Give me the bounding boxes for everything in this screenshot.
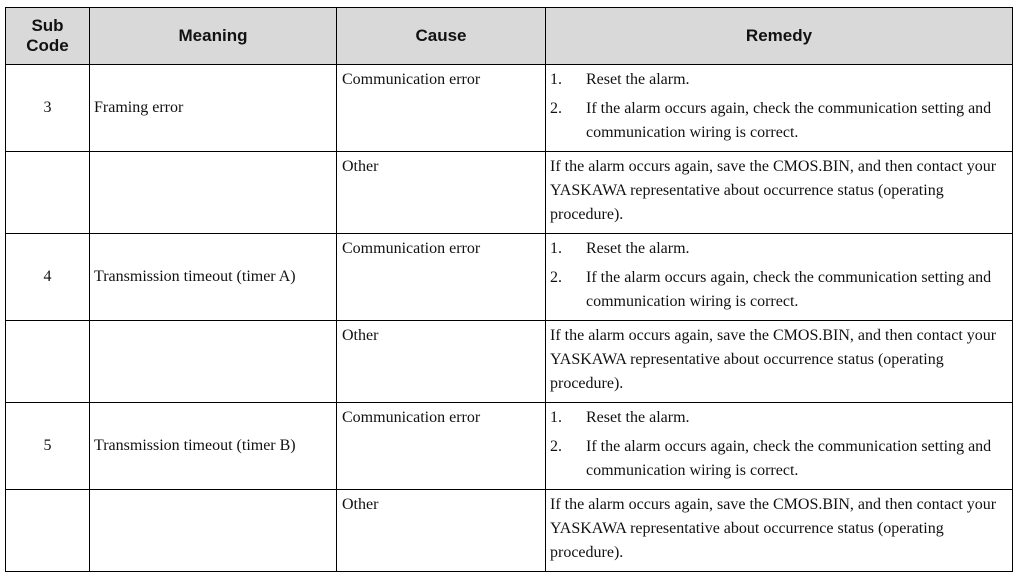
header-sub-code: Sub Code: [6, 8, 90, 65]
table-row: [6, 152, 1013, 234]
remedy-step: [550, 68, 1008, 92]
meaning-cell: [90, 490, 337, 572]
remedy-cell: If the alarm occurs again, save the CMOS.BIN, and then contact your YASKAWA representative about occurrence status (operating procedure).: [546, 321, 1013, 403]
remedy-step: [550, 97, 1008, 145]
header-row: [6, 8, 1013, 65]
sub-code-cell: [6, 321, 90, 403]
step-number: 1.: [550, 240, 562, 257]
cause-cell: Communication error: [337, 234, 546, 321]
sub-code-cell: [6, 490, 90, 572]
remedy-steps: [550, 68, 1008, 145]
step-text: Reset the alarm.: [586, 240, 690, 257]
meaning-cell: [90, 321, 337, 403]
remedy-cell: If the alarm occurs again, save the CMOS.BIN, and then contact your YASKAWA representative about occurrence status (operating procedure).: [546, 152, 1013, 234]
step-number: 2.: [550, 438, 562, 455]
step-text: Reset the alarm.: [586, 71, 690, 88]
sub-code-cell: 4: [6, 234, 90, 321]
meaning-cell: Framing error: [90, 65, 337, 152]
sub-code-cell: 3: [6, 65, 90, 152]
sub-code-cell: [6, 152, 90, 234]
meaning-cell: [90, 152, 337, 234]
header-cause: Cause: [337, 8, 546, 65]
remedy-cell: [546, 65, 1013, 152]
step-text: Reset the alarm.: [586, 409, 690, 426]
remedy-steps: [550, 406, 1008, 483]
remedy-step: [550, 237, 1008, 261]
remedy-step: [550, 435, 1008, 483]
remedy-cell: [546, 403, 1013, 490]
cause-cell: Other: [337, 321, 546, 403]
step-number: 2.: [550, 269, 562, 286]
remedy-cell: [546, 234, 1013, 321]
table-row: [6, 65, 1013, 152]
header-meaning: Meaning: [90, 8, 337, 65]
step-text: If the alarm occurs again, check the communication setting and communication wiring is correct.: [586, 100, 992, 141]
meaning-cell: Transmission timeout (timer A): [90, 234, 337, 321]
remedy-step: [550, 266, 1008, 314]
cause-cell: Other: [337, 152, 546, 234]
table-row: [6, 234, 1013, 321]
step-text: If the alarm occurs again, check the communication setting and communication wiring is correct.: [586, 438, 992, 479]
meaning-cell: Transmission timeout (timer B): [90, 403, 337, 490]
table-row: [6, 490, 1013, 572]
step-number: 1.: [550, 409, 562, 426]
remedy-step: [550, 406, 1008, 430]
step-number: 1.: [550, 71, 562, 88]
remedy-steps: [550, 237, 1008, 314]
header-remedy: Remedy: [546, 8, 1013, 65]
cause-cell: Other: [337, 490, 546, 572]
cause-cell: Communication error: [337, 403, 546, 490]
cause-cell: Communication error: [337, 65, 546, 152]
table-row: [6, 321, 1013, 403]
step-number: 2.: [550, 100, 562, 117]
alarm-sub-code-table: [5, 7, 1013, 572]
remedy-cell: If the alarm occurs again, save the CMOS.BIN, and then contact your YASKAWA representative about occurrence status (operating procedure).: [546, 490, 1013, 572]
step-text: If the alarm occurs again, check the communication setting and communication wiring is correct.: [586, 269, 992, 310]
table-row: [6, 403, 1013, 490]
sub-code-cell: 5: [6, 403, 90, 490]
